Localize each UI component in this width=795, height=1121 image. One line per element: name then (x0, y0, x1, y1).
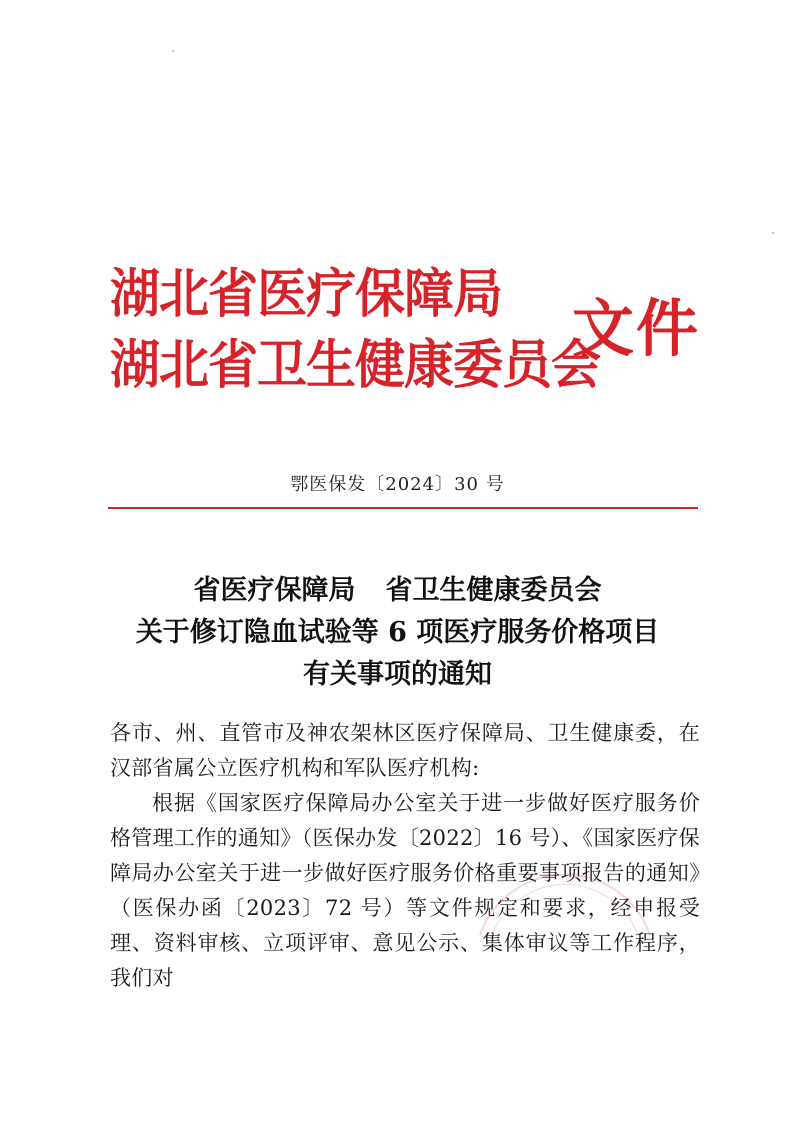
letterhead (110, 258, 710, 408)
title-line-1 (0, 570, 795, 612)
title-line-2: 关于修订隐血试验等 6 项医疗服务价格项目 (135, 617, 660, 648)
title-issuer-a: 省医疗保障局 (193, 575, 356, 606)
title-issuer-b: 省卫生健康委员会 (385, 575, 602, 606)
document-title (0, 570, 795, 696)
letterhead-issuer-2: 湖北省卫生健康委员会 (110, 334, 600, 395)
document-number: 鄂医保发〔2024〕30 号 (290, 474, 505, 495)
red-divider (108, 507, 698, 509)
scan-speck (772, 232, 774, 234)
letterhead-suffix: 文件 (572, 292, 701, 365)
body-paragraph-1: 根据《国家医疗保障局办公室关于进一步做好医疗服务价格管理工作的通知》（医保办发〔2022〕16 号）、《国家医疗保障局办公室关于进一步做好医疗服务价格重要事项报告的通知》（医保办函〔2023〕72 号）等文件规定和要求，经申报受理、资料审核、立项评审、意见公示、集体审议等工作程序，我们对 (110, 791, 700, 990)
title-line-3: 有关事项的通知 (303, 659, 492, 690)
scan-speck (172, 50, 174, 52)
document-body (110, 716, 700, 996)
addressee-paragraph: 各市、州、直管市及神农架林区医疗保障局、卫生健康委，在汉部省属公立医疗机构和军队医疗机构: (110, 721, 700, 780)
letterhead-issuer-1: 湖北省医疗保障局 (110, 263, 502, 324)
